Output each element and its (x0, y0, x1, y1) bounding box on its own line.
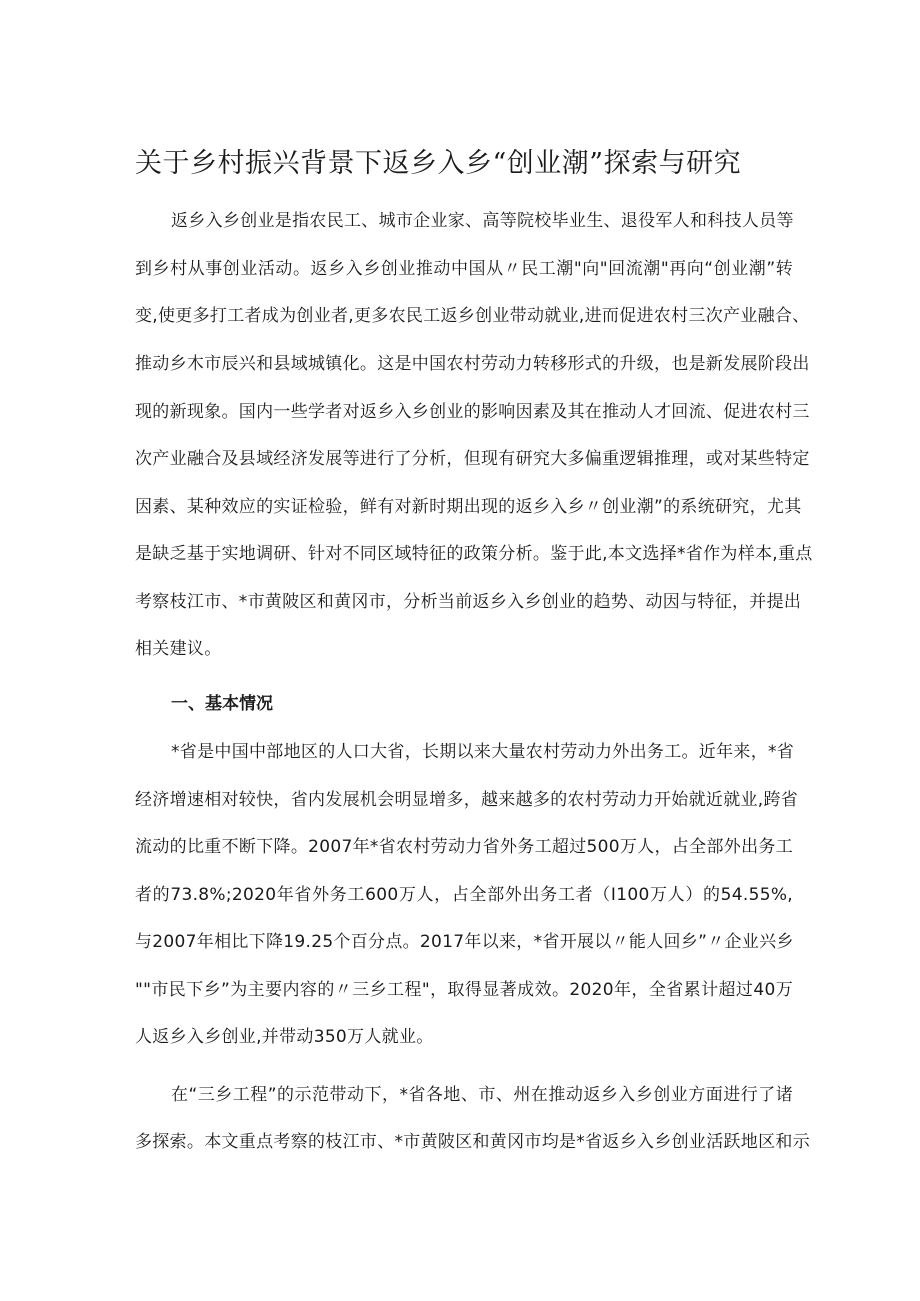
paragraph-line: 是缺乏基于实地调研、针对不同区域特征的政策分析。鉴于此,本文选择*省作为样本,重点 (135, 544, 813, 564)
paragraph-line: 现的新现象。国内一些学者对返乡入乡创业的影响因素及其在推动人才回流、促进农村三 (135, 402, 810, 422)
document-title: 关于乡村振兴背景下返乡入乡“创业潮”探索与研究 (135, 148, 742, 179)
paragraph-line: *省是中国中部地区的人口大省，长期以来大量农村劳动力外出务工。近年来，*省 (171, 742, 795, 762)
paragraph-line: 与2007年相比下降19.25个百分点。2017年以来，*省开展以〃能人回乡”〃企业兴乡 (135, 932, 794, 952)
paragraph-line: 多探索。本文重点考察的枝江市、*市黄陂区和黄冈市均是*省返乡入乡创业活跃地区和示 (135, 1132, 810, 1152)
paragraph-line: 相关建议。 (135, 639, 222, 659)
paragraph-line: 人返乡入乡创业,并带动350万人就业。 (135, 1027, 434, 1047)
paragraph-line: 经济增速相对较快，省内发展机会明显增多，越来越多的农村劳动力开始就近就业,跨省 (135, 790, 799, 810)
paragraph-line: 在“三乡工程”的示范带动下，*省各地、市、州在推动返乡入乡创业方面进行了诸 (171, 1085, 793, 1105)
paragraph-line: 流动的比重不断下降。2007年*省农村劳动力省外务工超过500万人，占全部外出务工 (135, 837, 793, 857)
paragraph-line: 者的73.8%;2020年省外务工600万人，占全部外出务工者（I100万人）的54.55%, (135, 885, 793, 905)
paragraph-line: 次产业融合及县域经济发展等进行了分析，但现有研究大多偏重逻辑推理，或对某些特定 (135, 449, 810, 469)
paragraph-line: 考察枝江市、*市黄陂区和黄冈市，分析当前返乡入乡创业的趋势、动因与特征，并提出 (135, 592, 802, 612)
paragraph-line: 变,使更多打工者成为创业者,更多农民工返乡创业带动就业,进而促进农村三次产业融合、 (135, 306, 810, 326)
section-heading: 一、基本情况 (171, 694, 273, 714)
paragraph-line: 返乡入乡创业是指农民工、城市企业家、高等院校毕业生、退役军人和科技人员等 (171, 211, 794, 231)
paragraph-line: 因素、某种效应的实证检验，鲜有对新时期出现的返乡入乡〃创业潮”的系统研究，尤其 (135, 497, 802, 517)
paragraph-line: 推动乡木市辰兴和县域城镇化。这是中国农村劳动力转移形式的升级，也是新发展阶段出 (135, 354, 810, 374)
paragraph-line: 到乡村从事创业活动。返乡入乡创业推动中国从〃民工潮"向"回流潮"再向“创业潮”转 (135, 259, 793, 279)
paragraph-line: ""市民下乡”为主要内容的〃三乡工程"，取得显著成效。2020年，全省累计超过40万 (135, 980, 793, 1000)
